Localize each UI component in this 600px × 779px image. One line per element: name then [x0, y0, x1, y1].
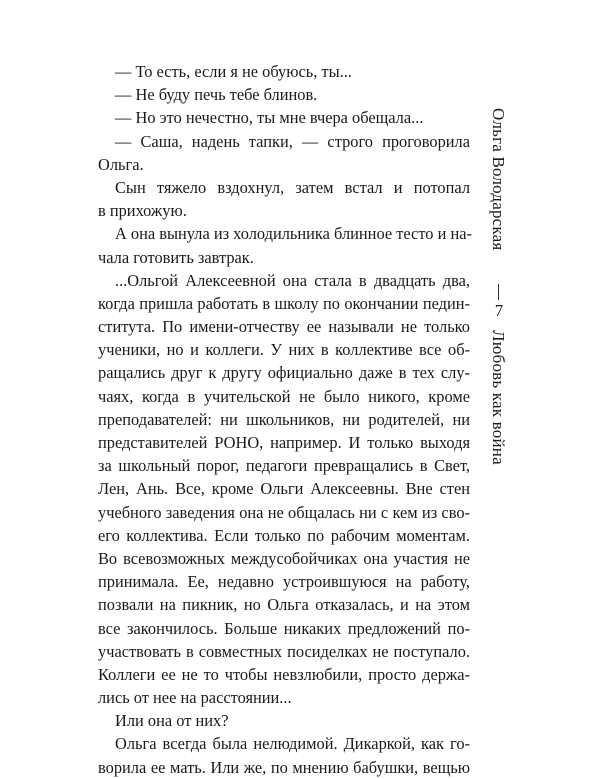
text-line: в прихожую. [98, 201, 187, 221]
text-line: Сын тяжело вздохнул, затем встал и потопал [115, 177, 470, 197]
text-line: за школьный порог, педагоги превращались в Свет, [98, 456, 470, 476]
text-line: учебного заведения она не общалась ни с кем из сво- [98, 502, 470, 522]
text-line: Ольга всегда была нелюдимой. Дикаркой, как го- [115, 734, 470, 754]
text-line: лись от нее на расстоянии... [98, 688, 292, 708]
text-line: Во всевозможных междусобойчиках она участия не [98, 548, 470, 568]
text-line: — Но это нечестно, ты мне вчера обещала... [115, 108, 424, 128]
text-line: его коллектива. Если только по рабочим моментам. [98, 525, 470, 545]
text-line: — Саша, надень тапки, — строго проговорила [115, 131, 470, 151]
text-line: все закончилось. Больше никаких предложений по- [98, 618, 470, 638]
text-line: — Не буду печь тебе блинов. [115, 85, 318, 105]
text-line: Ольга. [98, 154, 144, 174]
text-line: позвали на пикник, но Ольга отказалась, и на этом [98, 595, 470, 615]
text-line: чала готовить завтрак. [98, 247, 254, 267]
text-line: ститута. По имени-отчеству ее называли не только [98, 317, 470, 337]
text-line: чаях, когда в учительской не было никого, кроме [98, 386, 470, 406]
text-line: ученики, но и коллеги. У них в коллективе все об- [98, 340, 470, 360]
book-title: Любовь как война [489, 330, 508, 465]
running-head [476, 0, 532, 750]
text-line: ращались друг к другу официально даже в тех слу- [98, 363, 470, 383]
text-line: Лен, Ань. Все, кроме Ольги Алексеевны. Вне стен [98, 479, 470, 499]
page-number: 7 [494, 301, 504, 320]
body-text [98, 60, 470, 779]
author-name: Ольга Володарская [489, 108, 508, 251]
text-line: принимала. Ее, недавно устроившуюся на работу, [98, 572, 470, 592]
text-line: когда пришла работать в школу по окончании педин- [98, 293, 470, 313]
text-line: ...Ольгой Алексеевной она стала в двадцать два, [115, 270, 470, 290]
text-line: ворила ее мать. Или же, по мнению бабушки, вещью [98, 757, 470, 777]
text-line: участвовать в совместных посиделках не поступало. [98, 641, 470, 661]
text-line: Коллеги ее не то чтобы невзлюбили, просто держа- [98, 664, 470, 684]
text-line: — То есть, если я не обуюсь, ты... [115, 62, 352, 81]
running-head-divider [498, 284, 499, 300]
text-line: Или она от них? [115, 711, 229, 731]
text-line: преподавателей: ни школьников, ни родителей, ни [98, 409, 470, 429]
text-line: А она вынула из холодильника блинное тесто и на- [115, 224, 472, 244]
text-line: представителей РОНО, например. И только выходя [98, 433, 470, 452]
